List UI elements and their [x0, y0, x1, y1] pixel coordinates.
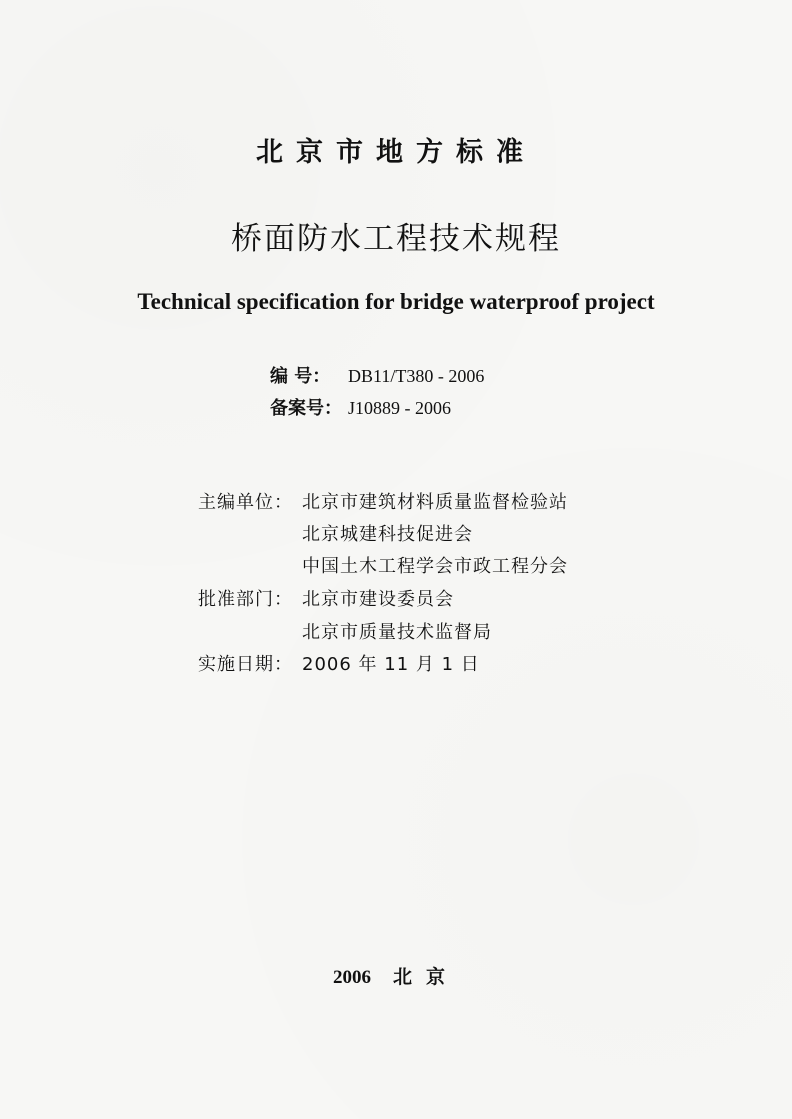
editor-label: 主编单位： — [198, 492, 293, 513]
record-number-label: 备案号： — [270, 398, 342, 419]
editor-unit-1: 北京市建筑材料质量监督检验站 — [302, 492, 568, 513]
editor-row — [198, 488, 568, 514]
effective-date-label: 实施日期： — [198, 654, 293, 675]
publication-footer — [0, 962, 792, 989]
approver-dept-2: 北京市质量技术监督局 — [302, 622, 492, 643]
effective-date-row — [198, 650, 480, 676]
document-title-chinese: 桥面防水工程技术规程 — [231, 221, 561, 257]
standard-number-value: DB11/T380 - 2006 — [348, 366, 485, 386]
document-title-english: Technical specification for bridge waterproof project — [137, 289, 655, 314]
standard-number-label: 编 号： — [270, 366, 331, 387]
record-number-row — [270, 394, 451, 420]
approver-dept-1: 北京市建设委员会 — [302, 589, 454, 610]
approver-row — [198, 585, 454, 611]
record-number-value: J10889 - 2006 — [348, 398, 451, 418]
standard-number-row — [270, 362, 484, 388]
approver-label: 批准部门： — [198, 589, 293, 610]
editor-unit-3: 中国土木工程学会市政工程分会 — [302, 556, 568, 577]
editor-unit-2: 北京城建科技促进会 — [302, 524, 473, 545]
footer-city: 北京 — [392, 966, 459, 988]
footer-year: 2006 — [332, 967, 371, 988]
standard-type-heading: 北京市地方标准 — [256, 137, 536, 168]
effective-date-value: 2006 年 11 月 1 日 — [302, 654, 480, 675]
